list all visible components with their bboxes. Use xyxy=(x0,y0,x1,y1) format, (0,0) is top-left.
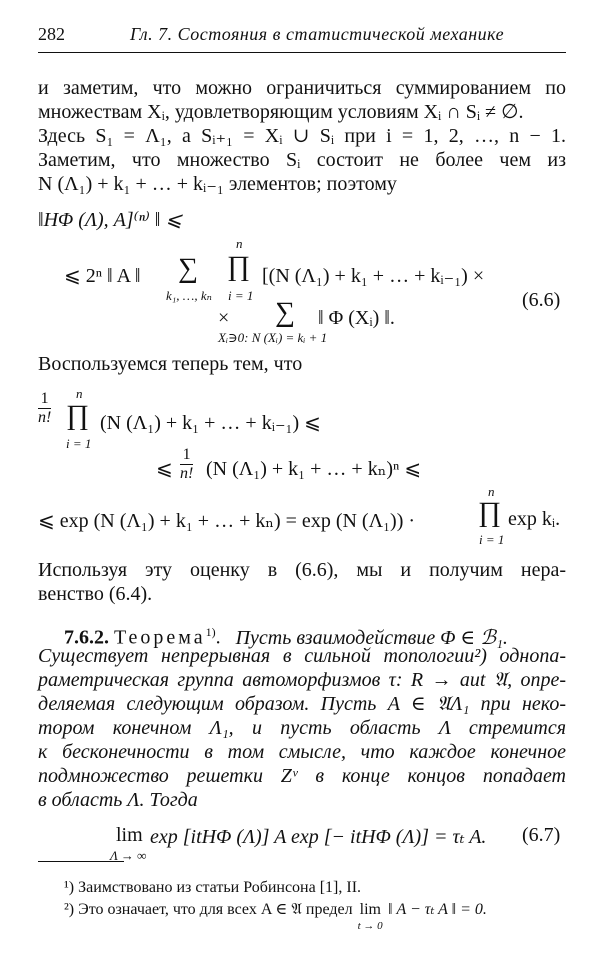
theorem-line1: 7.6.2. Теорема$^{1)}$. Пусть взаимодействие Φ ∈ ℬ₁. xyxy=(64,625,508,649)
ineq-frac-numerator: 1 xyxy=(38,390,51,409)
eq66-line3-lead: × xyxy=(218,307,230,329)
eq66-line1: ‖HΦ (Λ), A]⁽ⁿ⁾ ‖ ⩽ xyxy=(38,209,183,231)
theorem-line5: тором конечном Λ₁, и пусть область Λ стремится xyxy=(38,717,566,739)
theorem-line2: Существует непрерывная в сильной топологии²) однопа- xyxy=(38,645,566,667)
eq67-body: exp [itHΦ (Λ)] A exp [− itHΦ (Λ)] = τₜ A. xyxy=(150,826,487,848)
sum-subscript: k₁, …, kₙ xyxy=(166,288,212,303)
eq66-line2-tail: [(N (Λ₁) + k₁ + … + kᵢ₋₁) × xyxy=(262,265,485,287)
eq67-lim-subscript: Λ → ∞ xyxy=(110,848,147,863)
ineq-prod-subscript: i = 1 xyxy=(66,436,92,451)
footnote-2-lim-subscript: t → 0 xyxy=(357,920,383,932)
theorem-line7: подмножество решетки Zᵛ в конце концов попадает xyxy=(38,765,566,787)
ineq-line1-tail: (N (Λ₁) + k₁ + … + kᵢ₋₁) ⩽ xyxy=(100,412,321,434)
ineq-line3-product-symbol: ∏ xyxy=(478,497,502,528)
ineq-frac2-denominator: n! xyxy=(180,465,194,482)
para1-line4: Заметим, что множество Sᵢ состоит не более чем из xyxy=(38,149,566,171)
ineq-line3-prod-subscript: i = 1 xyxy=(479,532,505,547)
sum2-symbol: ∑ xyxy=(275,297,295,328)
para3-line1: Используя эту оценку в (6.6), мы и получим нера- xyxy=(38,559,566,581)
ineq-frac-denominator: n! xyxy=(38,409,52,426)
theorem-line3: раметрическая группа автоморфизмов τ: R → aut 𝔄, опре- xyxy=(38,669,566,691)
sum2-subscript: Xᵢ∋0: N (Xᵢ) = kᵢ + 1 xyxy=(218,330,328,345)
para1-line2: множествам Xᵢ, удовлетворяющим условиям Xᵢ ∩ Sᵢ ≠ ∅. xyxy=(38,101,524,123)
ineq-product-symbol: ∏ xyxy=(66,400,90,431)
ineq-line3-head: ⩽ exp (N (Λ₁) + k₁ + … + kₙ) = exp (N (Λ₁)) · xyxy=(38,510,416,532)
para1-line5: N (Λ₁) + k₁ + … + kᵢ₋₁ элементов; поэтому xyxy=(38,173,397,195)
eq66-line2-lead: ⩽ 2ⁿ ‖ A ‖ xyxy=(64,265,141,287)
para1-line3: Здесь S₁ = Λ₁, а Sᵢ₊₁ = Xᵢ ∪ Sᵢ при i = 1, 2, …, n − 1. xyxy=(38,125,566,147)
ineq-prod-top: n xyxy=(76,386,83,401)
ineq-line3-tail: exp kᵢ. xyxy=(508,508,561,530)
running-title: Гл. 7. Состояния в статистической механике xyxy=(130,24,505,44)
eq67-number: (6.7) xyxy=(522,824,561,846)
eq67-lim: lim xyxy=(116,824,143,846)
page-number: 282 xyxy=(38,24,65,44)
ineq-frac2-numerator: 1 xyxy=(180,446,193,465)
footnote-2 xyxy=(64,900,487,932)
para2-text: Воспользуемся теперь тем, что xyxy=(38,353,303,375)
eq66-number: (6.6) xyxy=(522,289,561,311)
theorem-footnote-ref: 1) xyxy=(205,625,216,639)
footnote-rule xyxy=(38,861,124,862)
theorem-number: 7.6.2. xyxy=(64,626,109,649)
ineq-line2-tail: (N (Λ₁) + k₁ + … + kₙ)ⁿ ⩽ xyxy=(206,458,422,480)
theorem-line8: в область Λ. Тогда xyxy=(38,789,198,811)
para3-line2: венство (6.4). xyxy=(38,583,153,605)
theorem-line1-text: Пусть взаимодействие Φ ∈ ℬ₁. xyxy=(235,626,508,649)
footnote-2-text-b: ‖ A − τₜ A ‖ = 0. xyxy=(387,901,487,918)
ineq-frac-2 xyxy=(180,446,193,483)
theorem-line6: к бесконечности в том смысле, что каждое конечное xyxy=(38,741,566,763)
header-rule xyxy=(38,52,566,53)
ineq-line2-lead: ⩽ xyxy=(156,458,173,480)
ineq-frac-1 xyxy=(38,390,51,427)
eq66-line3-tail: ‖ Φ (Xᵢ) ‖. xyxy=(318,307,395,329)
theorem-label: Теорема xyxy=(114,626,206,649)
footnote-2-lim: lim xyxy=(359,901,381,918)
page-header xyxy=(38,24,566,54)
prod-subscript: i = 1 xyxy=(228,288,254,303)
product-symbol: ∏ xyxy=(227,251,251,282)
ineq-line3-prod-top: n xyxy=(488,484,495,499)
theorem-line4: деляемая следующим образом. Пусть A ∈ 𝔄Λ₁ при неко- xyxy=(38,693,566,715)
para1-line1: и заметим, что можно ограничиться суммированием по xyxy=(38,77,566,99)
prod-top: n xyxy=(236,236,243,251)
sum-symbol: ∑ xyxy=(178,253,198,284)
footnote-1: ¹) Заимствовано из статьи Робинсона [1], II. xyxy=(64,879,362,896)
footnote-2-text-a: ²) Это означает, что для всех A ∈ 𝔄 предел xyxy=(64,901,353,918)
